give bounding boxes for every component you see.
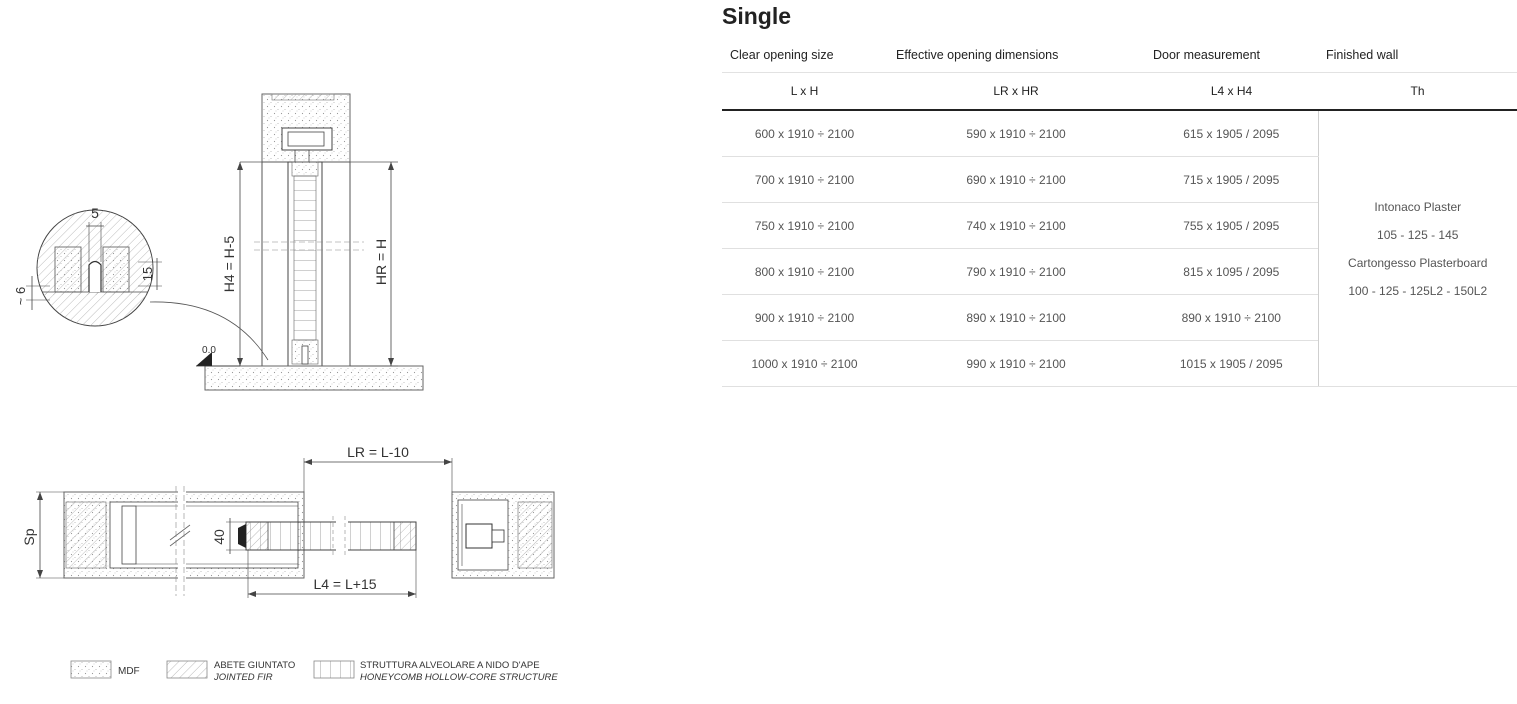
- legend: [71, 660, 558, 683]
- technical-drawing: [0, 0, 700, 704]
- l4-label: L4 = L+15: [313, 576, 377, 592]
- legend-honeycomb-label-it: STRUTTURA ALVEOLARE A NIDO D'APE: [360, 660, 540, 671]
- finished-wall-plasterboard-values: 100 - 125 - 125L2 - 150L2: [1348, 283, 1488, 298]
- table-subheader-row: [722, 73, 1517, 111]
- cell-clear-opening: 750 x 1910 ÷ 2100: [722, 203, 887, 249]
- legend-fir-label-it: ABETE GIUNTATO: [214, 660, 296, 671]
- cell-effective-opening: 740 x 1910 ÷ 2100: [887, 203, 1145, 249]
- cell-effective-opening: 890 x 1910 ÷ 2100: [887, 295, 1145, 341]
- detail-width-label: 5: [91, 205, 99, 221]
- cell-clear-opening: 800 x 1910 ÷ 2100: [722, 249, 887, 295]
- subheader-th: Th: [1318, 73, 1517, 111]
- legend-fir-label-en: JOINTED FIR: [214, 672, 273, 683]
- sp-label: Sp: [21, 528, 37, 546]
- header-door-measurement: Door measurement: [1145, 37, 1318, 73]
- thickness-label: 40: [211, 529, 227, 545]
- finished-wall-plaster-values: 105 - 125 - 145: [1377, 227, 1459, 242]
- header-finished-wall: Finished wall: [1318, 37, 1517, 73]
- cell-effective-opening: 790 x 1910 ÷ 2100: [887, 249, 1145, 295]
- legend-fir-swatch: [167, 661, 207, 678]
- cell-door-measurement: 815 x 1095 / 2095: [1145, 249, 1318, 295]
- cell-door-measurement: 615 x 1905 / 2095: [1145, 110, 1318, 157]
- cell-clear-opening: 1000 x 1910 ÷ 2100: [722, 341, 887, 387]
- cell-door-measurement: 890 x 1910 ÷ 2100: [1145, 295, 1318, 341]
- finished-wall-plasterboard: Cartongesso Plasterboard: [1348, 255, 1488, 270]
- vertical-section: [196, 94, 423, 390]
- subheader-lxh: L x H: [722, 73, 887, 111]
- subheader-l4xh4: L4 x H4: [1145, 73, 1318, 111]
- finished-wall-plaster: Intonaco Plaster: [1374, 199, 1462, 214]
- legend-honeycomb-label-en: HONEYCOMB HOLLOW-CORE STRUCTURE: [360, 672, 558, 683]
- floor-level-label: 0.0: [202, 345, 216, 356]
- plan-section: [21, 444, 554, 598]
- table-row: [722, 110, 1517, 157]
- cell-effective-opening: 690 x 1910 ÷ 2100: [887, 157, 1145, 203]
- cell-door-measurement: 715 x 1905 / 2095: [1145, 157, 1318, 203]
- cell-finished-wall: [1318, 110, 1517, 387]
- detail-gap-label: ~ 6: [13, 286, 28, 306]
- cell-clear-opening: 900 x 1910 ÷ 2100: [722, 295, 887, 341]
- legend-mdf-swatch: [71, 661, 111, 678]
- h4-label: H4 = H-5: [221, 235, 237, 293]
- cell-effective-opening: 990 x 1910 ÷ 2100: [887, 341, 1145, 387]
- lr-label: LR = L-10: [347, 444, 409, 460]
- header-effective-opening: Effective opening dimensions: [887, 37, 1145, 73]
- dimensions-table: [722, 37, 1517, 387]
- cell-door-measurement: 1015 x 1905 / 2095: [1145, 341, 1318, 387]
- hr-label: HR = H: [373, 238, 389, 286]
- legend-honeycomb-swatch: [314, 661, 354, 678]
- header-clear-opening: Clear opening size: [722, 37, 887, 73]
- cell-clear-opening: 700 x 1910 ÷ 2100: [722, 157, 887, 203]
- cell-door-measurement: 755 x 1905 / 2095: [1145, 203, 1318, 249]
- cell-effective-opening: 590 x 1910 ÷ 2100: [887, 110, 1145, 157]
- section-title: Single: [722, 3, 792, 29]
- legend-mdf-label: MDF: [118, 666, 140, 677]
- table-header-row: [722, 37, 1517, 73]
- cell-clear-opening: 600 x 1910 ÷ 2100: [722, 110, 887, 157]
- detail-height-label: 15: [140, 266, 155, 282]
- subheader-lrxhr: LR x HR: [887, 73, 1145, 111]
